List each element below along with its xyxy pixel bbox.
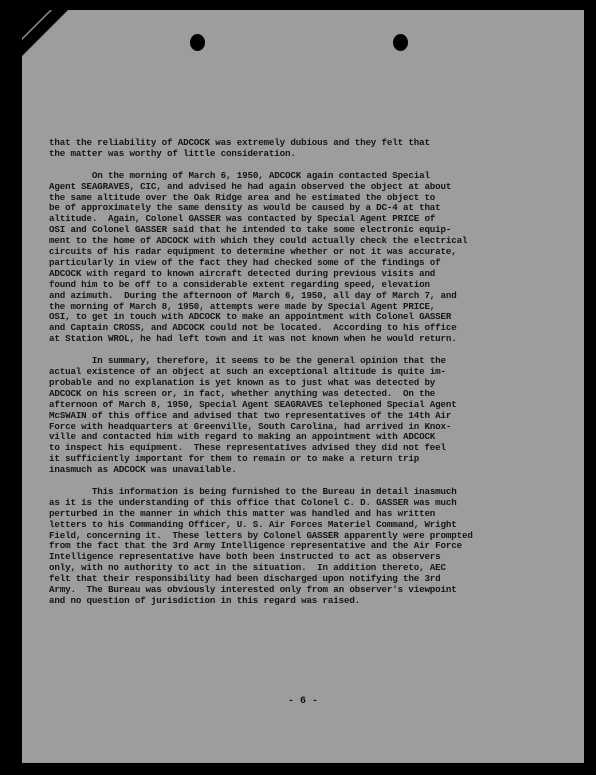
document-body <box>49 138 561 618</box>
paragraph-continuation: that the reliability of ADCOCK was extremely dubious and they felt that the matter was worthy of little consideration. <box>49 137 430 159</box>
page-number: - 6 - <box>287 696 318 707</box>
punch-hole-right <box>393 34 408 51</box>
paragraph-march-6: On the morning of March 6, 1950, ADCOCK again contacted Special Agent SEAGRAVES, CIC, and advised he had again observed the object at about the same altitude over the Oak Ridge area and he estimated the object to be of approximately the same density as would be caused by a DC-4 at that altitude. Again, Colonel GASSER was contacted by Special Agent PRICE of OSI and Colonel GASSER said that he intended to take some electronic equip- ment to the home of ADCOCK with which they could actually check the electrical circuits of his radar equipment to determine whether or not it was accurate, particularly in view of the fact they had checked some of the findings of ADCOCK with regard to known aircraft detected during previous visits and found him to be off to a considerable extent regarding speed, elevation and azimuth. During the afternoon of March 6, 1950, all day of March 7, and the morning of March 8, 1950, attempts were made by Special Agent PRICE, OSI, to get in touch with ADCOCK to make an appointment with Colonel GASSER and Captain CROSS, and ADCOCK could not be located. According to his office at Station WROL, he had left town and it was not known when he would return. <box>49 169 468 345</box>
paragraph-summary: In summary, therefore, it seems to be the general opinion that the actual existence of an object at such an exceptional altitude is quite im- probable and no explanation is yet known as to just what was detected by ADCOCK on his screen or, in fact, whether anything was detected. On the afternoon of March 8, 1950, Special Agent SEAGRAVES telephoned Special Agent McSWAIN of this office and advised that two representatives of the 14th Air Force with headquarters at Greenville, South Carolina, had arrived in Knox- ville and contacted him with regard to making an appointment with ADCOCK to inspect his equipment. These representatives advised they did not feel it sufficiently important for them to remain or to make a return trip inasmuch as ADCOCK was unavailable. <box>49 355 457 476</box>
paragraph-bureau-information: This information is being furnished to the Bureau in detail inasmuch as it is the understanding of this office that Colonel C. D. GASSER was much perturbed in the manner in which this matter was handled and has written letters to his Commanding Officer, U. S. Air Forces Materiel Command, Wright Field, concerning it. These letters by Colonel GASSER apparently were prompted from the fact that the 3rd Army Intelligence representative and the Air Force Intelligence representative have both been instructed to act as observers only, with no authority to act in the situation. In addition thereto, AEC felt that their responsibility had been discharged upon notifying the 3rd Army. The Bureau was obviously interested only from an observer's viewpoint and no question of jurisdiction in this regard was raised. <box>49 485 473 607</box>
punch-hole-left <box>190 34 205 51</box>
document-page <box>22 10 584 763</box>
